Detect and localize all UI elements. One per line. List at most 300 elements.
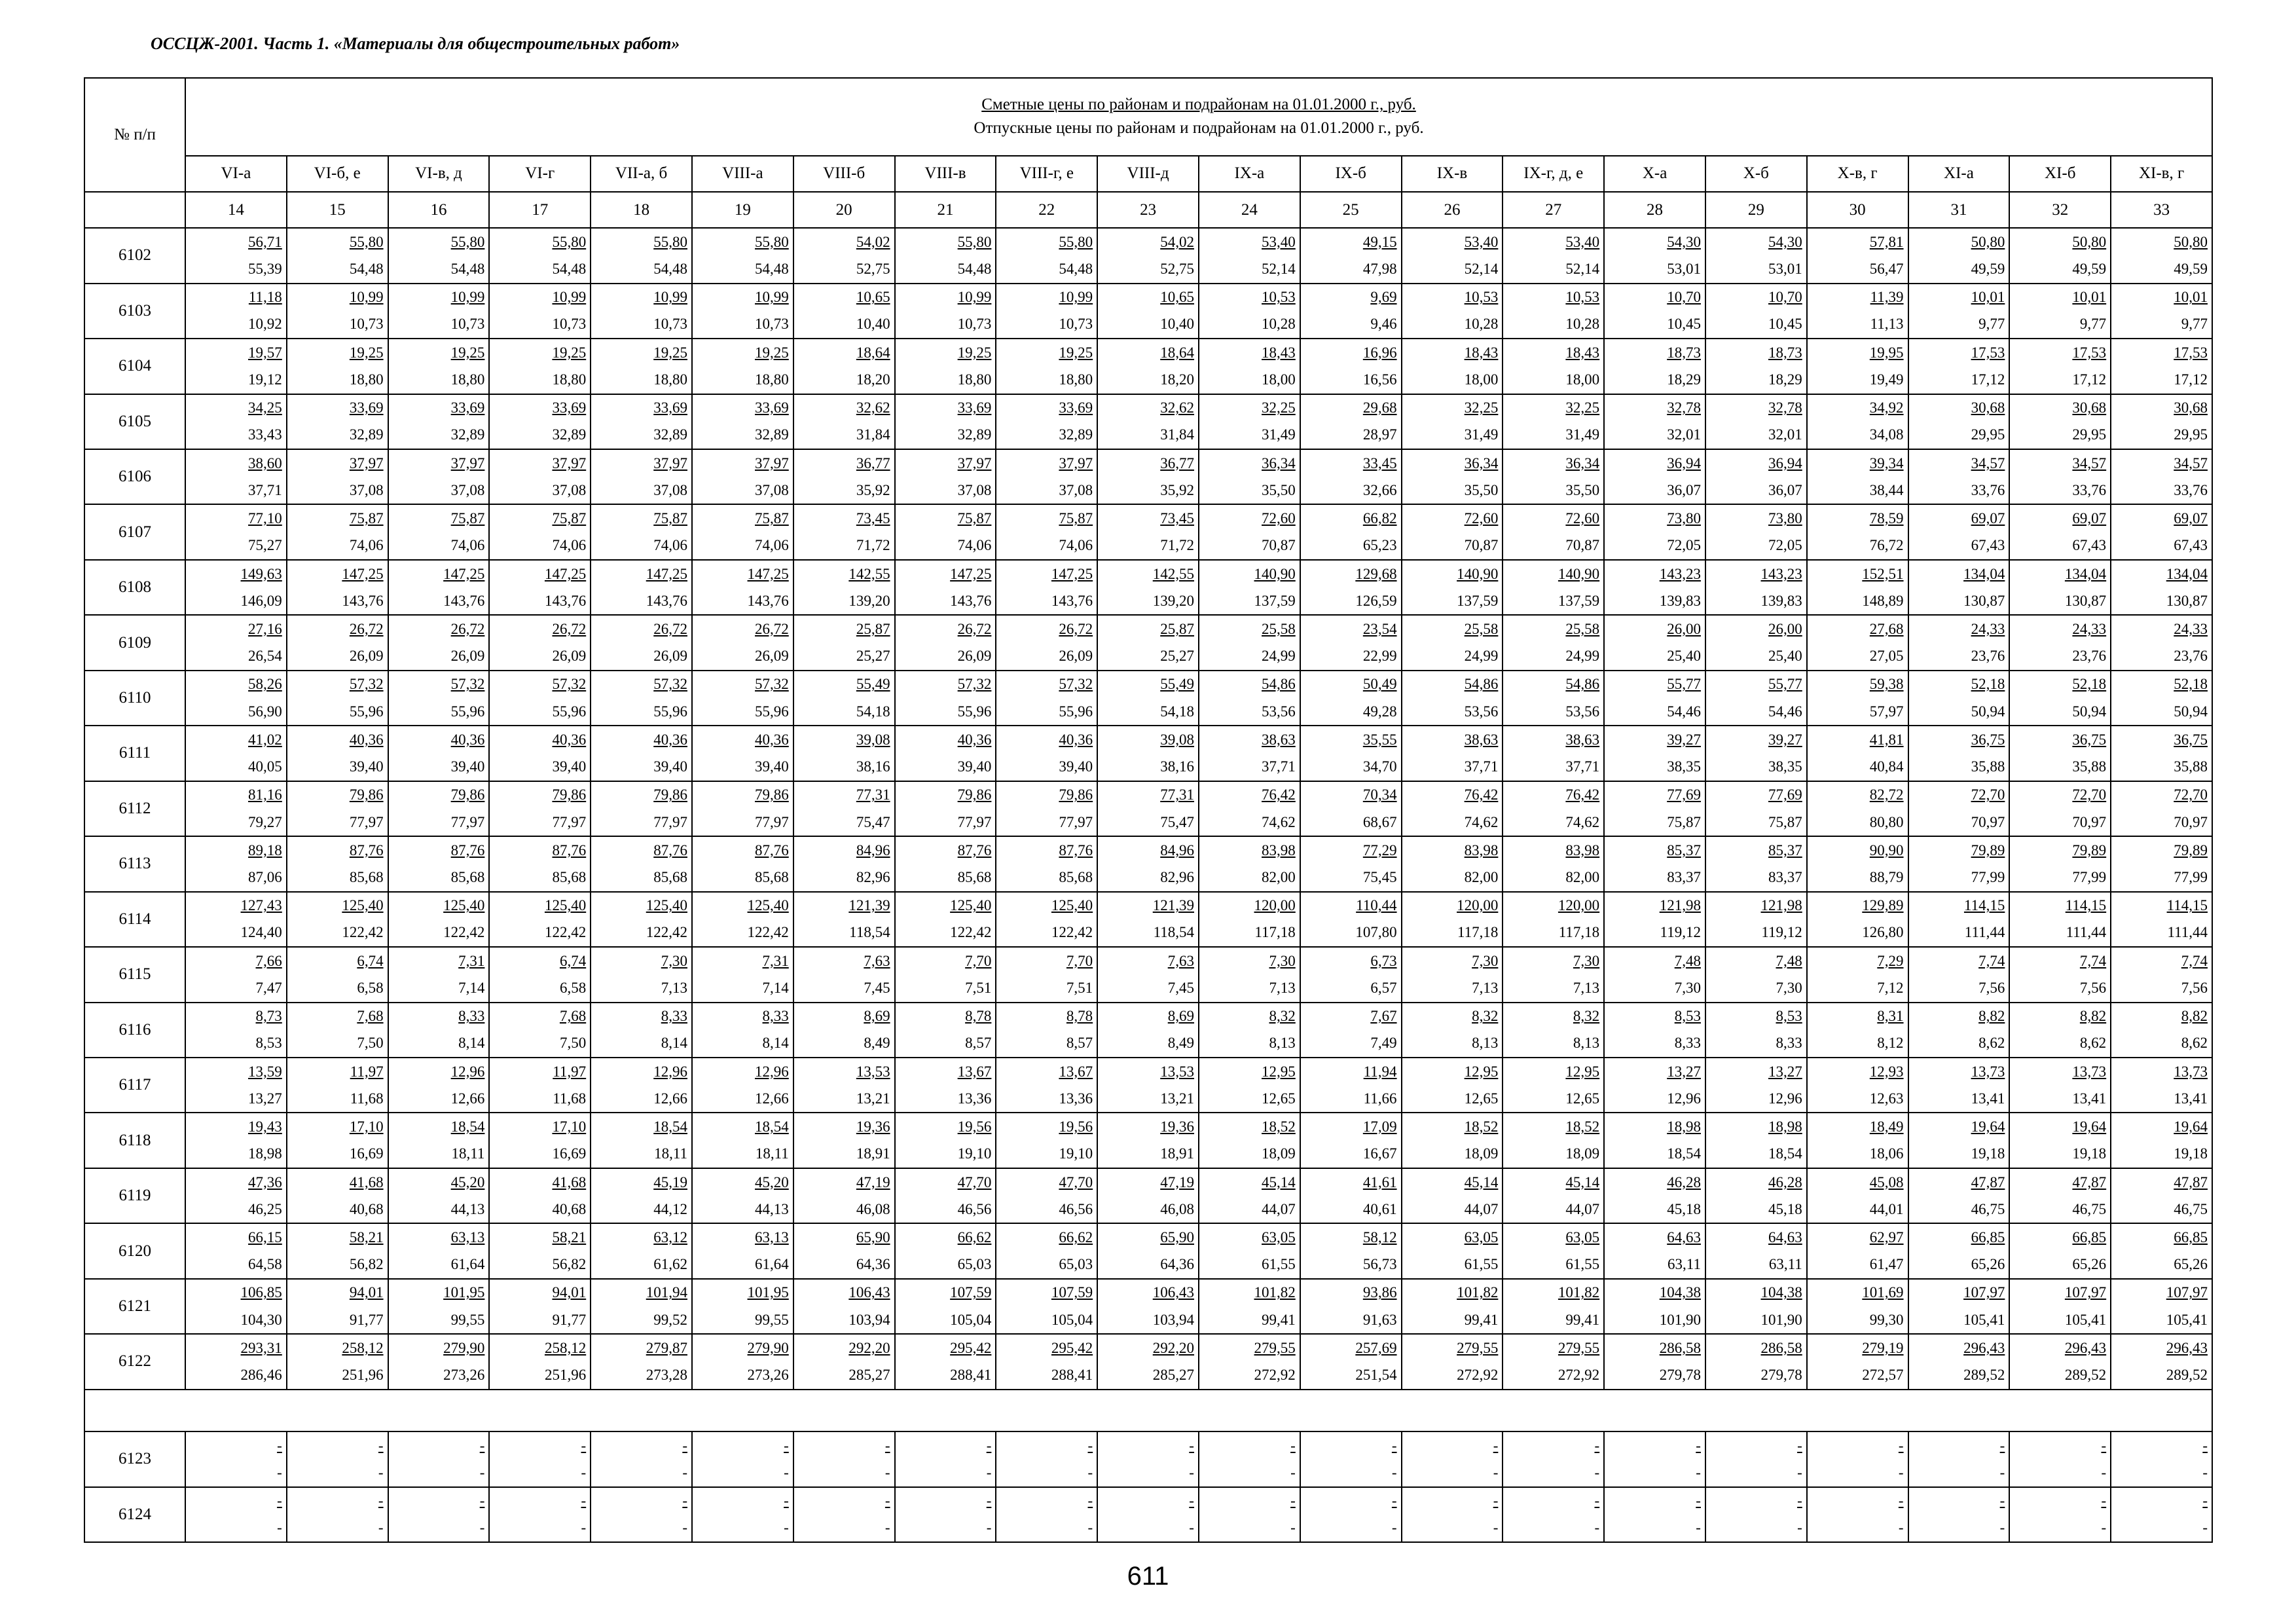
- price-cell: [1097, 1003, 1199, 1058]
- price-cell: [2111, 1168, 2212, 1223]
- wholesale-price: 139,83: [1659, 592, 1701, 609]
- wholesale-price: 74,06: [552, 537, 587, 554]
- price-cell: [1402, 1168, 1503, 1223]
- price-cell: [1503, 1431, 1604, 1486]
- column-number-10: 24: [1199, 192, 1300, 228]
- price-cell: [1807, 1168, 1908, 1223]
- wholesale-price: 34,08: [1869, 426, 1904, 443]
- wholesale-price: 61,47: [1869, 1256, 1904, 1273]
- estimated-price: 19,95: [1869, 344, 1904, 361]
- wholesale-price: 85,68: [552, 869, 587, 885]
- wholesale-price: 7,47: [255, 979, 282, 996]
- price-cell: [1097, 1431, 1199, 1486]
- estimated-price: 19,57: [248, 344, 282, 361]
- wholesale-price: 83,37: [1768, 869, 1802, 885]
- estimated-price: 40,36: [653, 731, 687, 748]
- estimated-price: 66,82: [1362, 510, 1397, 527]
- estimated-price: 286,58: [1760, 1339, 1802, 1356]
- estimated-price: 63,05: [1565, 1228, 1600, 1246]
- estimated-price: 26,72: [349, 620, 384, 637]
- wholesale-price: 37,71: [1565, 758, 1600, 775]
- estimated-price: 66,62: [957, 1228, 992, 1246]
- wholesale-price: 70,97: [2072, 813, 2107, 830]
- price-cell: [2111, 284, 2212, 339]
- wholesale-price: -: [1493, 1464, 1499, 1481]
- estimated-price: 7,48: [1776, 952, 1802, 969]
- estimated-price: 24,33: [1971, 620, 2005, 637]
- page-number: 611: [1127, 1562, 1169, 1591]
- wholesale-price: 82,00: [1565, 869, 1600, 885]
- price-cell: [793, 1223, 895, 1278]
- price-cell: [1604, 449, 1705, 504]
- estimated-price: 7,68: [559, 1008, 587, 1025]
- wholesale-price: -: [1696, 1519, 1701, 1536]
- estimated-price: -: [1999, 1492, 2005, 1509]
- price-cell: [2111, 1487, 2212, 1543]
- estimated-price: 36,34: [1262, 454, 1296, 471]
- estimated-price: 72,60: [1565, 510, 1600, 527]
- estimated-price: 26,72: [957, 620, 992, 637]
- price-cell: [1705, 1279, 1807, 1334]
- estimated-price: 26,72: [755, 620, 789, 637]
- wholesale-price: 37,08: [450, 481, 485, 498]
- estimated-price: -: [1594, 1492, 1600, 1509]
- price-cell: [1908, 449, 2010, 504]
- price-cell: [489, 339, 591, 394]
- district-header-13: IX-г, д, е: [1503, 156, 1604, 192]
- estimated-price: 79,86: [1059, 786, 1093, 803]
- wholesale-price: -: [1087, 1464, 1093, 1481]
- price-cell: [489, 892, 591, 947]
- estimated-price: 19,25: [1059, 344, 1093, 361]
- estimated-price: 18,98: [1768, 1118, 1802, 1135]
- wholesale-price: 68,67: [1362, 813, 1397, 830]
- price-cell: [287, 1058, 388, 1113]
- wholesale-price: 70,87: [1262, 537, 1296, 554]
- wholesale-price: 10,45: [1667, 316, 1701, 333]
- wholesale-price: 40,84: [1869, 758, 1904, 775]
- estimated-price: 54,30: [1667, 233, 1701, 250]
- estimated-price: 55,80: [450, 233, 485, 250]
- row-id: 6107: [84, 504, 185, 559]
- wholesale-price: 65,26: [2174, 1256, 2208, 1273]
- estimated-price: 134,04: [2064, 565, 2107, 582]
- estimated-price: 27,16: [248, 620, 282, 637]
- price-cell: [185, 947, 287, 1002]
- wholesale-price: 55,96: [450, 703, 485, 720]
- estimated-price: 121,98: [1760, 897, 1802, 914]
- price-cell: [287, 1487, 388, 1543]
- price-caption: [185, 78, 2212, 156]
- wholesale-price: 61,55: [1262, 1256, 1296, 1273]
- price-cell: [1604, 1334, 1705, 1389]
- estimated-price: 292,20: [848, 1339, 890, 1356]
- estimated-price: 57,32: [755, 676, 789, 693]
- price-cell: [185, 394, 287, 449]
- estimated-price: 19,36: [1160, 1118, 1194, 1135]
- price-cell: [1097, 1058, 1199, 1113]
- wholesale-price: 37,71: [1262, 758, 1296, 775]
- wholesale-price: -: [1797, 1464, 1802, 1481]
- wholesale-price: 122,42: [747, 924, 789, 941]
- estimated-price: 279,55: [1558, 1339, 1600, 1356]
- estimated-price: 140,90: [1558, 565, 1600, 582]
- wholesale-price: 54,46: [1768, 703, 1802, 720]
- price-cell: [793, 781, 895, 836]
- estimated-price: 36,75: [2072, 731, 2107, 748]
- price-cell: [793, 947, 895, 1002]
- price-cell: [1097, 671, 1199, 726]
- estimated-price: -: [986, 1492, 992, 1509]
- wholesale-price: 28,97: [1362, 426, 1397, 443]
- estimated-price: 89,18: [248, 841, 282, 858]
- wholesale-price: 7,13: [1573, 979, 1600, 996]
- wholesale-price: 18,29: [1768, 371, 1802, 388]
- wholesale-price: 56,82: [552, 1256, 587, 1273]
- estimated-price: 7,29: [1877, 952, 1904, 969]
- price-cell: [895, 1003, 996, 1058]
- wholesale-price: 10,73: [957, 316, 992, 333]
- wholesale-price: 32,89: [957, 426, 992, 443]
- estimated-price: 152,51: [1862, 565, 1904, 582]
- estimated-price: 142,55: [1152, 565, 1194, 582]
- wholesale-price: 39,40: [653, 758, 687, 775]
- wholesale-price: 85,68: [653, 869, 687, 885]
- estimated-price: 279,90: [747, 1339, 789, 1356]
- estimated-price: 120,00: [1457, 897, 1499, 914]
- price-cell: [996, 947, 1097, 1002]
- price-cell: [996, 1334, 1097, 1389]
- wholesale-price: 54,48: [755, 261, 789, 278]
- price-cell: [1705, 1058, 1807, 1113]
- wholesale-price: 61,55: [1565, 1256, 1600, 1273]
- price-cell: [2111, 781, 2212, 836]
- price-cell: [1807, 560, 1908, 615]
- estimated-price: 50,80: [2174, 233, 2208, 250]
- estimated-price: 8,69: [1167, 1008, 1194, 1025]
- caption-wholesale-prices: Отпускные цены по районам и подрайонам на 01.01.2000 г., руб.: [974, 119, 1424, 138]
- estimated-price: 36,34: [1464, 454, 1499, 471]
- price-cell: [692, 1168, 793, 1223]
- price-cell: [1705, 1487, 1807, 1543]
- price-cell: [1503, 615, 1604, 670]
- estimated-price: 121,98: [1659, 897, 1701, 914]
- price-cell: [1807, 836, 1908, 891]
- estimated-price: 129,68: [1355, 565, 1397, 582]
- price-cell: [2111, 1279, 2212, 1334]
- price-cell: [2111, 892, 2212, 947]
- price-cell: [591, 1168, 692, 1223]
- wholesale-price: 54,48: [552, 261, 587, 278]
- estimated-price: 8,78: [965, 1008, 992, 1025]
- price-cell: [1705, 671, 1807, 726]
- price-cell: [996, 339, 1097, 394]
- estimated-price: 50,80: [1971, 233, 2005, 250]
- wholesale-price: 18,80: [349, 371, 384, 388]
- wholesale-price: 85,68: [1059, 869, 1093, 885]
- wholesale-price: 24,99: [1262, 648, 1296, 665]
- estimated-price: 82,72: [1869, 786, 1904, 803]
- price-cell: [1097, 1334, 1199, 1389]
- blank-separator-cell: [84, 1390, 2212, 1431]
- price-cell: [1402, 284, 1503, 339]
- price-cell: [1402, 560, 1503, 615]
- wholesale-price: 65,03: [957, 1256, 992, 1273]
- wholesale-price: 99,41: [1565, 1311, 1600, 1328]
- wholesale-price: 31,49: [1565, 426, 1600, 443]
- estimated-price: 57,32: [1059, 676, 1093, 693]
- price-cell: [1705, 560, 1807, 615]
- estimated-price: 120,00: [1558, 897, 1600, 914]
- estimated-price: -: [378, 1492, 384, 1509]
- price-cell: [1402, 726, 1503, 781]
- wholesale-price: 37,71: [248, 481, 282, 498]
- wholesale-price: 55,96: [349, 703, 384, 720]
- estimated-price: 104,38: [1659, 1284, 1701, 1301]
- estimated-price: 140,90: [1254, 565, 1296, 582]
- estimated-price: 101,82: [1254, 1284, 1296, 1301]
- price-cell: [1807, 504, 1908, 559]
- table-row: [84, 228, 2212, 283]
- price-cell: [1503, 1487, 1604, 1543]
- wholesale-price: 63,11: [1667, 1256, 1701, 1273]
- wholesale-price: 19,10: [1059, 1145, 1093, 1162]
- price-cell: [1604, 1058, 1705, 1113]
- estimated-price: 50,49: [1362, 676, 1397, 693]
- column-number-17: 31: [1908, 192, 2010, 228]
- estimated-price: 8,33: [458, 1008, 485, 1025]
- estimated-price: 33,69: [450, 399, 485, 416]
- price-cell: [1402, 1003, 1503, 1058]
- estimated-price: 101,82: [1558, 1284, 1600, 1301]
- estimated-price: -: [1999, 1437, 2005, 1454]
- price-cell: [1908, 671, 2010, 726]
- wholesale-price: 122,42: [342, 924, 384, 941]
- price-cell: [2009, 504, 2111, 559]
- table-row: [84, 781, 2212, 836]
- price-cell: [388, 1334, 490, 1389]
- row-id: 6108: [84, 560, 185, 615]
- estimated-price: 8,32: [1573, 1008, 1600, 1025]
- estimated-price: 8,82: [1978, 1008, 2005, 1025]
- price-cell: [1300, 892, 1402, 947]
- table-row: [84, 284, 2212, 339]
- wholesale-price: 67,43: [2072, 537, 2107, 554]
- wholesale-price: -: [1898, 1519, 1904, 1536]
- price-cell: [996, 1223, 1097, 1278]
- wholesale-price: 23,76: [1971, 648, 2005, 665]
- wholesale-price: 99,41: [1262, 1311, 1296, 1328]
- wholesale-price: -: [1898, 1464, 1904, 1481]
- estimated-price: 87,76: [1059, 841, 1093, 858]
- estimated-price: 41,68: [552, 1173, 587, 1190]
- estimated-price: 10,53: [1464, 289, 1499, 306]
- wholesale-price: 16,56: [1362, 371, 1397, 388]
- row-number-header: № п/п: [84, 78, 185, 192]
- price-cell: [996, 1168, 1097, 1223]
- price-cell: [1908, 1168, 2010, 1223]
- wholesale-price: 11,68: [553, 1090, 587, 1107]
- price-cell: [1199, 781, 1300, 836]
- wholesale-price: 74,06: [450, 537, 485, 554]
- wholesale-price: 8,49: [864, 1035, 890, 1052]
- price-cell: [692, 394, 793, 449]
- price-cell: [1097, 1113, 1199, 1168]
- estimated-price: 10,01: [1971, 289, 2005, 306]
- price-cell: [895, 449, 996, 504]
- wholesale-price: 19,18: [2072, 1145, 2107, 1162]
- estimated-price: 33,69: [552, 399, 587, 416]
- estimated-price: 6,73: [1370, 952, 1397, 969]
- price-cell: [1199, 339, 1300, 394]
- estimated-price: 38,63: [1464, 731, 1499, 748]
- estimated-price: 47,87: [1971, 1173, 2005, 1190]
- price-cell: [895, 504, 996, 559]
- estimated-price: 41,81: [1869, 731, 1904, 748]
- estimated-price: -: [784, 1492, 789, 1509]
- estimated-price: 70,34: [1362, 786, 1397, 803]
- row-id: 6106: [84, 449, 185, 504]
- estimated-price: 94,01: [552, 1284, 587, 1301]
- price-cell: [793, 1113, 895, 1168]
- estimated-price: 24,33: [2072, 620, 2107, 637]
- price-cell: [1300, 671, 1402, 726]
- price-cell: [895, 1279, 996, 1334]
- estimated-price: 7,30: [1269, 952, 1296, 969]
- estimated-price: 26,72: [552, 620, 587, 637]
- wholesale-price: 8,33: [1776, 1035, 1802, 1052]
- wholesale-price: 46,56: [957, 1200, 992, 1217]
- price-cell: [1199, 1113, 1300, 1168]
- wholesale-price: 16,69: [552, 1145, 587, 1162]
- column-number-19: 33: [2111, 192, 2212, 228]
- estimated-price: 34,25: [248, 399, 282, 416]
- wholesale-price: 39,40: [552, 758, 587, 775]
- estimated-price: 257,69: [1355, 1339, 1397, 1356]
- wholesale-price: 54,48: [653, 261, 687, 278]
- estimated-price: 47,19: [856, 1173, 890, 1190]
- price-cell: [2009, 1487, 2111, 1543]
- wholesale-price: 67,43: [1971, 537, 2005, 554]
- wholesale-price: 285,27: [1152, 1367, 1194, 1384]
- estimated-price: 19,56: [957, 1118, 992, 1135]
- wholesale-price: 10,28: [1464, 316, 1499, 333]
- estimated-price: 19,25: [552, 344, 587, 361]
- estimated-price: 125,40: [646, 897, 687, 914]
- wholesale-price: 119,12: [1660, 924, 1701, 941]
- estimated-price: 16,96: [1362, 344, 1397, 361]
- price-cell: [388, 449, 490, 504]
- estimated-price: 54,86: [1262, 676, 1296, 693]
- price-cell: [388, 947, 490, 1002]
- price-cell: [388, 892, 490, 947]
- estimated-price: 39,08: [856, 731, 890, 748]
- wholesale-price: -: [378, 1519, 384, 1536]
- price-cell: [287, 560, 388, 615]
- wholesale-price: 6,58: [357, 979, 384, 996]
- wholesale-price: 17,12: [2174, 371, 2208, 388]
- wholesale-price: 29,95: [2072, 426, 2107, 443]
- wholesale-price: 26,09: [755, 648, 789, 665]
- estimated-price: 63,05: [1464, 1228, 1499, 1246]
- estimated-price: 38,63: [1565, 731, 1600, 748]
- price-cell: [1402, 615, 1503, 670]
- price-cell: [489, 726, 591, 781]
- price-cell: [1097, 1487, 1199, 1543]
- estimated-price: 32,25: [1464, 399, 1499, 416]
- price-cell: [1402, 836, 1503, 891]
- wholesale-price: 18,98: [248, 1145, 282, 1162]
- estimated-price: 87,76: [755, 841, 789, 858]
- wholesale-price: 23,76: [2072, 648, 2107, 665]
- estimated-price: 56,71: [248, 233, 282, 250]
- price-cell: [1908, 560, 2010, 615]
- column-number-2: 16: [388, 192, 490, 228]
- price-cell: [1199, 726, 1300, 781]
- estimated-price: 11,97: [350, 1063, 384, 1080]
- estimated-price: 33,69: [755, 399, 789, 416]
- estimated-price: 55,49: [1160, 676, 1194, 693]
- row-id: 6117: [84, 1058, 185, 1113]
- estimated-price: 10,65: [856, 289, 890, 306]
- price-cell: [895, 1113, 996, 1168]
- wholesale-price: 16,69: [349, 1145, 384, 1162]
- estimated-price: 101,69: [1862, 1284, 1904, 1301]
- estimated-price: -: [378, 1437, 384, 1454]
- price-cell: [996, 781, 1097, 836]
- estimated-price: 52,18: [2072, 676, 2107, 693]
- estimated-price: 107,97: [1963, 1284, 2005, 1301]
- price-cell: [1705, 339, 1807, 394]
- price-cell: [1199, 1223, 1300, 1278]
- wholesale-price: 117,18: [1457, 924, 1499, 941]
- price-cell: [388, 394, 490, 449]
- estimated-price: 87,76: [653, 841, 687, 858]
- estimated-price: 125,40: [443, 897, 485, 914]
- price-cell: [1705, 1168, 1807, 1223]
- price-cell: [1705, 892, 1807, 947]
- price-cell: [1199, 1279, 1300, 1334]
- estimated-price: 18,54: [653, 1118, 687, 1135]
- estimated-price: -: [1797, 1492, 1802, 1509]
- price-cell: [2111, 560, 2212, 615]
- wholesale-price: 55,96: [1059, 703, 1093, 720]
- wholesale-price: 49,28: [1362, 703, 1397, 720]
- estimated-price: 18,43: [1464, 344, 1499, 361]
- wholesale-price: 137,59: [1457, 592, 1499, 609]
- estimated-price: 36,94: [1768, 454, 1802, 471]
- price-cell: [1807, 1431, 1908, 1486]
- price-cell: [996, 284, 1097, 339]
- wholesale-price: 50,94: [2174, 703, 2208, 720]
- estimated-price: 32,25: [1565, 399, 1600, 416]
- wholesale-price: 18,09: [1464, 1145, 1499, 1162]
- price-cell: [1503, 1058, 1604, 1113]
- wholesale-price: 99,52: [653, 1311, 687, 1328]
- wholesale-price: 10,40: [1160, 316, 1194, 333]
- estimated-price: 17,53: [2072, 344, 2107, 361]
- estimated-price: 8,33: [661, 1008, 687, 1025]
- price-cell: [2111, 726, 2212, 781]
- price-cell: [1199, 1168, 1300, 1223]
- price-cell: [185, 228, 287, 283]
- wholesale-price: 13,21: [1160, 1090, 1194, 1107]
- wholesale-price: 18,06: [1869, 1145, 1904, 1162]
- price-cell: [1604, 1003, 1705, 1058]
- estimated-price: 25,58: [1565, 620, 1600, 637]
- wholesale-price: 44,07: [1262, 1200, 1296, 1217]
- wholesale-price: 40,68: [349, 1200, 384, 1217]
